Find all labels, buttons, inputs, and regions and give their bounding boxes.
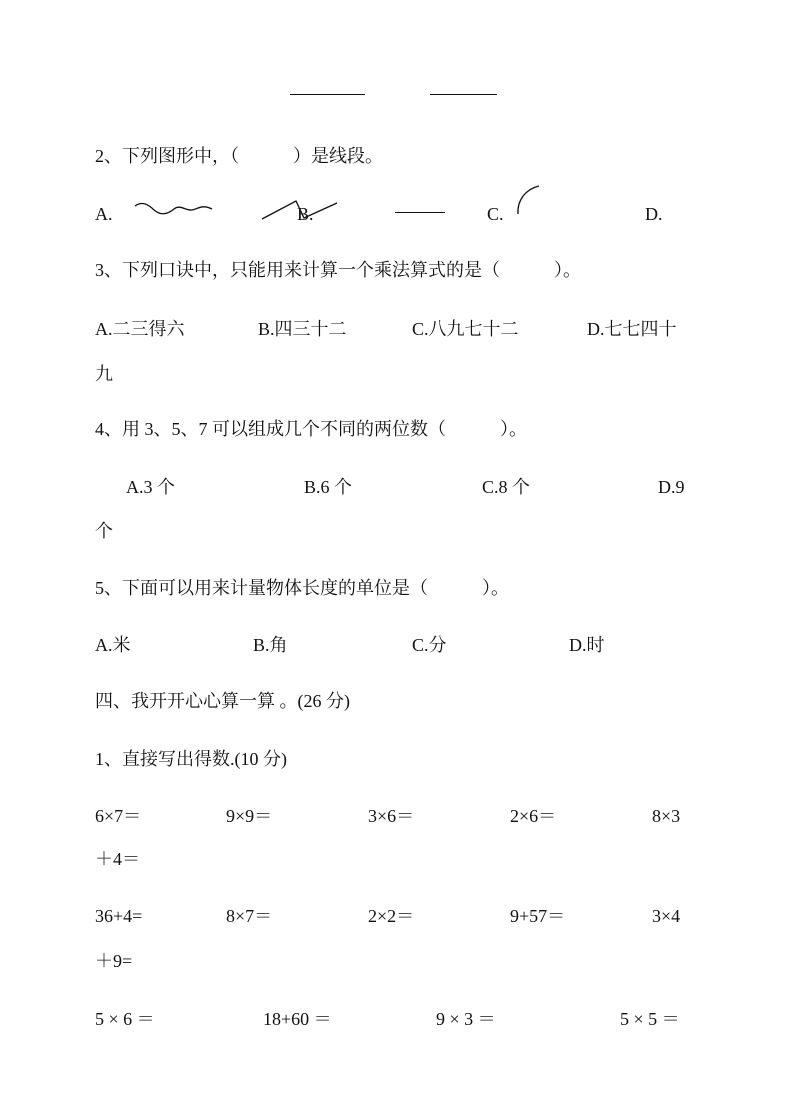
- calc-item: 5 × 6 ＝: [95, 1009, 155, 1029]
- q3-option-a: A.二三得六: [95, 319, 185, 339]
- calc-item: 8×7＝: [226, 906, 273, 926]
- calc-item-continued: ＋9=: [95, 951, 133, 971]
- q2-option-b-label: B.: [297, 204, 314, 224]
- q2-option-c-label: C.: [487, 204, 504, 224]
- q2-option-d-label: D.: [645, 204, 663, 224]
- calc-item-continued: ＋4＝: [95, 849, 140, 869]
- calc-item: 3×6＝: [368, 806, 415, 826]
- calc-item: 2×6＝: [510, 806, 557, 826]
- q3-option-d: D.七七四十: [587, 319, 677, 339]
- answer-blank-2: [430, 94, 497, 95]
- q5-option-b: B.角: [253, 635, 288, 655]
- question-5-stem: 5、下面可以用来计量物体长度的单位是（ ）。: [95, 578, 509, 598]
- question-3-stem: 3、下列口诀中，只能用来计算一个乘法算式的是（ ）。: [95, 260, 581, 280]
- q2-arc-figure: [514, 184, 544, 218]
- question-2-stem: 2、下列图形中，（ ）是线段。: [95, 146, 383, 166]
- calc-item: 2×2＝: [368, 906, 415, 926]
- q4-option-c: C.8 个: [482, 477, 531, 497]
- q4-option-a: A.3 个: [126, 477, 175, 497]
- q2-wavy-curve-figure: [134, 198, 214, 222]
- q4-option-b: B.6 个: [304, 477, 353, 497]
- section-4-subquestion-1: 1、直接写出得数.(10 分): [95, 749, 287, 769]
- answer-blank-1: [290, 94, 365, 95]
- q3-option-b: B.四三十二: [258, 319, 347, 339]
- q4-option-d-continued: 个: [95, 521, 113, 541]
- q5-option-a: A.米: [95, 635, 131, 655]
- question-4-stem: 4、用 3、5、7 可以组成几个不同的两位数（ ）。: [95, 419, 527, 439]
- calc-item: 6×7＝: [95, 806, 142, 826]
- q5-option-c: C.分: [412, 635, 447, 655]
- calc-item: 9 × 3 ＝: [436, 1009, 496, 1029]
- q2-line-segment-figure: [395, 212, 445, 213]
- q3-option-c: C.八九七十二: [412, 319, 519, 339]
- section-4-title: 四、我开开心心算一算 。(26 分): [95, 691, 350, 711]
- calc-item: 3×4: [652, 906, 681, 926]
- calc-item: 9×9＝: [226, 806, 273, 826]
- q3-option-d-continued: 九: [95, 364, 113, 384]
- calc-item: 36+4=: [95, 906, 143, 926]
- calc-item: 5 × 5 ＝: [620, 1009, 680, 1029]
- q2-option-a-label: A.: [95, 204, 113, 224]
- calc-item: 18+60 ＝: [263, 1009, 332, 1029]
- q5-option-d: D.时: [569, 635, 605, 655]
- q4-option-d: D.9: [658, 477, 685, 497]
- calc-item: 9+57＝: [510, 906, 566, 926]
- calc-item: 8×3: [652, 806, 681, 826]
